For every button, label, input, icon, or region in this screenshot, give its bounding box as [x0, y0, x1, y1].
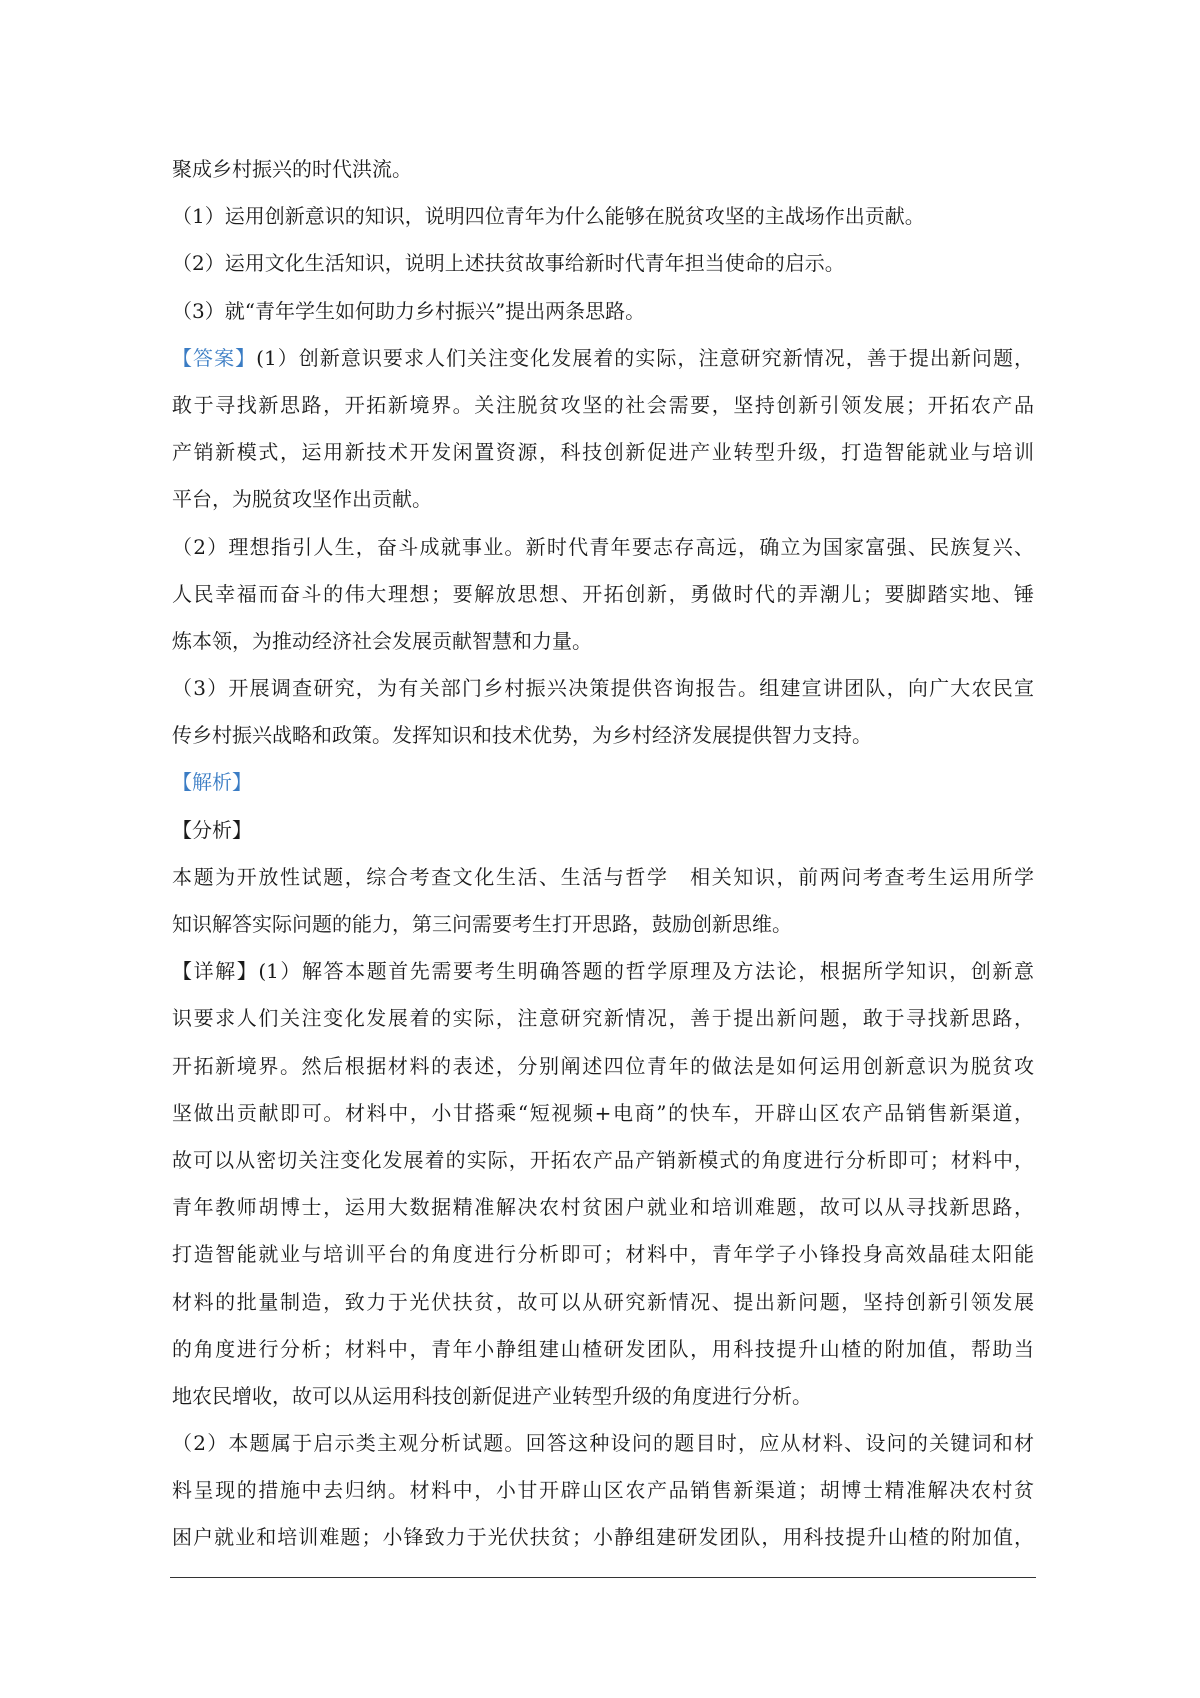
- text-line: [172, 1420, 1034, 1467]
- text-line: [172, 807, 1034, 854]
- line-text: 开拓新境界。然后根据材料的表述，分别阐述四位青年的做法是如何运用创新意识为脱贫攻: [172, 1053, 1034, 1078]
- section-tag: 【分析】: [172, 817, 252, 842]
- footer-divider: [170, 1577, 1036, 1578]
- line-text: 料呈现的措施中去归纳。材料中，小甘开辟山区农产品销售新渠道；胡博士精准解决农村贫: [172, 1478, 1034, 1503]
- line-text: （2）本题属于启示类主观分析试题。回答这种设问的题目时，应从材料、设问的关键词和材: [172, 1431, 1034, 1456]
- line-text: （1）运用创新意识的知识，说明四位青年为什么能够在脱贫攻坚的主战场作出贡献。: [172, 204, 925, 229]
- line-text: 坚做出贡献即可。材料中，小甘搭乘“短视频+电商”的快车，开辟山区农产品销售新渠道，: [172, 1100, 1034, 1125]
- text-line: [172, 901, 1034, 948]
- line-text: 材料的批量制造，致力于光伏扶贫，故可以从研究新情况、提出新问题，坚持创新引领发展: [172, 1289, 1034, 1314]
- line-text: 故可以从密切关注变化发展着的实际，开拓农产品产销新模式的角度进行分析即可；材料中，: [172, 1147, 1034, 1172]
- line-text: 人民幸福而奋斗的伟大理想；要解放思想、开拓创新，勇做时代的弄潮儿；要脚踏实地、锤: [172, 581, 1034, 606]
- text-line: [172, 995, 1034, 1042]
- line-text: 敢于寻找新思路，开拓新境界。关注脱贫攻坚的社会需要，坚持创新引领发展；开拓农产品: [172, 392, 1034, 417]
- line-text: (1）创新意识要求人们关注变化发展着的实际，注意研究新情况，善于提出新问题，: [256, 345, 1034, 370]
- line-text: 地农民增收，故可以从运用科技创新促进产业转型升级的角度进行分析。: [172, 1383, 812, 1408]
- line-text: 平台，为脱贫攻坚作出贡献。: [172, 487, 432, 512]
- text-line: [172, 476, 1034, 523]
- text-line: [172, 1231, 1034, 1278]
- line-text: （3）就“青年学生如何助力乡村振兴”提出两条思路。: [172, 298, 646, 323]
- section-tag: 【答案】: [172, 345, 257, 370]
- line-text: 打造智能就业与培训平台的角度进行分析即可；材料中，青年学子小锋投身高效晶硅太阳能: [172, 1242, 1034, 1267]
- text-line: [172, 1467, 1034, 1514]
- line-text: （2）运用文化生活知识，说明上述扶贫故事给新时代青年担当使命的启示。: [172, 251, 845, 276]
- text-line: [172, 1326, 1034, 1373]
- line-text: 产销新模式，运用新技术开发闲置资源，科技创新促进产业转型升级，打造智能就业与培训: [172, 440, 1034, 465]
- line-text: 困户就业和培训难题；小锋致力于光伏扶贫；小静组建研发团队，用科技提升山楂的附加值，: [172, 1525, 1034, 1550]
- line-text: （2）理想指引人生，奋斗成就事业。新时代青年要志存高远，确立为国家富强、民族复兴、: [172, 534, 1034, 559]
- text-line: [172, 1090, 1034, 1137]
- text-line: [172, 288, 1034, 335]
- text-line: [172, 1279, 1034, 1326]
- line-text: 知识解答实际问题的能力，第三问需要考生打开思路，鼓励创新思维。: [172, 912, 792, 936]
- line-text: 的角度进行分析；材料中，青年小静组建山楂研发团队，用科技提升山楂的附加值，帮助当: [172, 1336, 1034, 1361]
- text-line: [172, 759, 1034, 806]
- text-line: [172, 712, 1034, 759]
- text-line: [172, 948, 1034, 995]
- document-body: [172, 146, 1034, 1562]
- text-line: [172, 1184, 1034, 1231]
- line-text: 聚成乡村振兴的时代洪流。: [172, 157, 412, 181]
- text-line: [172, 1043, 1034, 1090]
- line-text: 本题为开放性试题，综合考查文化生活、生活与哲学 相关知识，前两问考查考生运用所学: [172, 864, 1034, 889]
- text-line: [172, 1137, 1034, 1184]
- line-text: 炼本领，为推动经济社会发展贡献智慧和力量。: [172, 628, 592, 653]
- line-text: (1）解答本题首先需要考生明确答题的哲学原理及方法论，根据所学知识，创新意: [258, 959, 1034, 984]
- text-line: [172, 1514, 1034, 1561]
- text-line: [172, 1373, 1034, 1420]
- text-line: [172, 382, 1034, 429]
- text-line: [172, 429, 1034, 476]
- line-text: 青年教师胡博士，运用大数据精准解决农村贫困户就业和培训难题，故可以从寻找新思路，: [172, 1195, 1034, 1220]
- text-line: [172, 854, 1034, 901]
- text-line: [172, 335, 1034, 382]
- text-line: [172, 193, 1034, 240]
- line-text: （3）开展调查研究，为有关部门乡村振兴决策提供咨询报告。组建宣讲团队，向广大农民宣: [172, 676, 1034, 701]
- text-line: [172, 618, 1034, 665]
- text-line: [172, 146, 1034, 193]
- line-text: 传乡村振兴战略和政策。发挥知识和技术优势，为乡村经济发展提供智力支持。: [172, 723, 872, 748]
- text-line: [172, 665, 1034, 712]
- line-text: 识要求人们关注变化发展着的实际，注意研究新情况，善于提出新问题，敢于寻找新思路，: [172, 1006, 1034, 1031]
- text-line: [172, 240, 1034, 287]
- text-line: [172, 524, 1034, 571]
- text-line: [172, 571, 1034, 618]
- section-tag: 【解析】: [172, 770, 252, 795]
- section-tag: 【详解】: [172, 959, 259, 984]
